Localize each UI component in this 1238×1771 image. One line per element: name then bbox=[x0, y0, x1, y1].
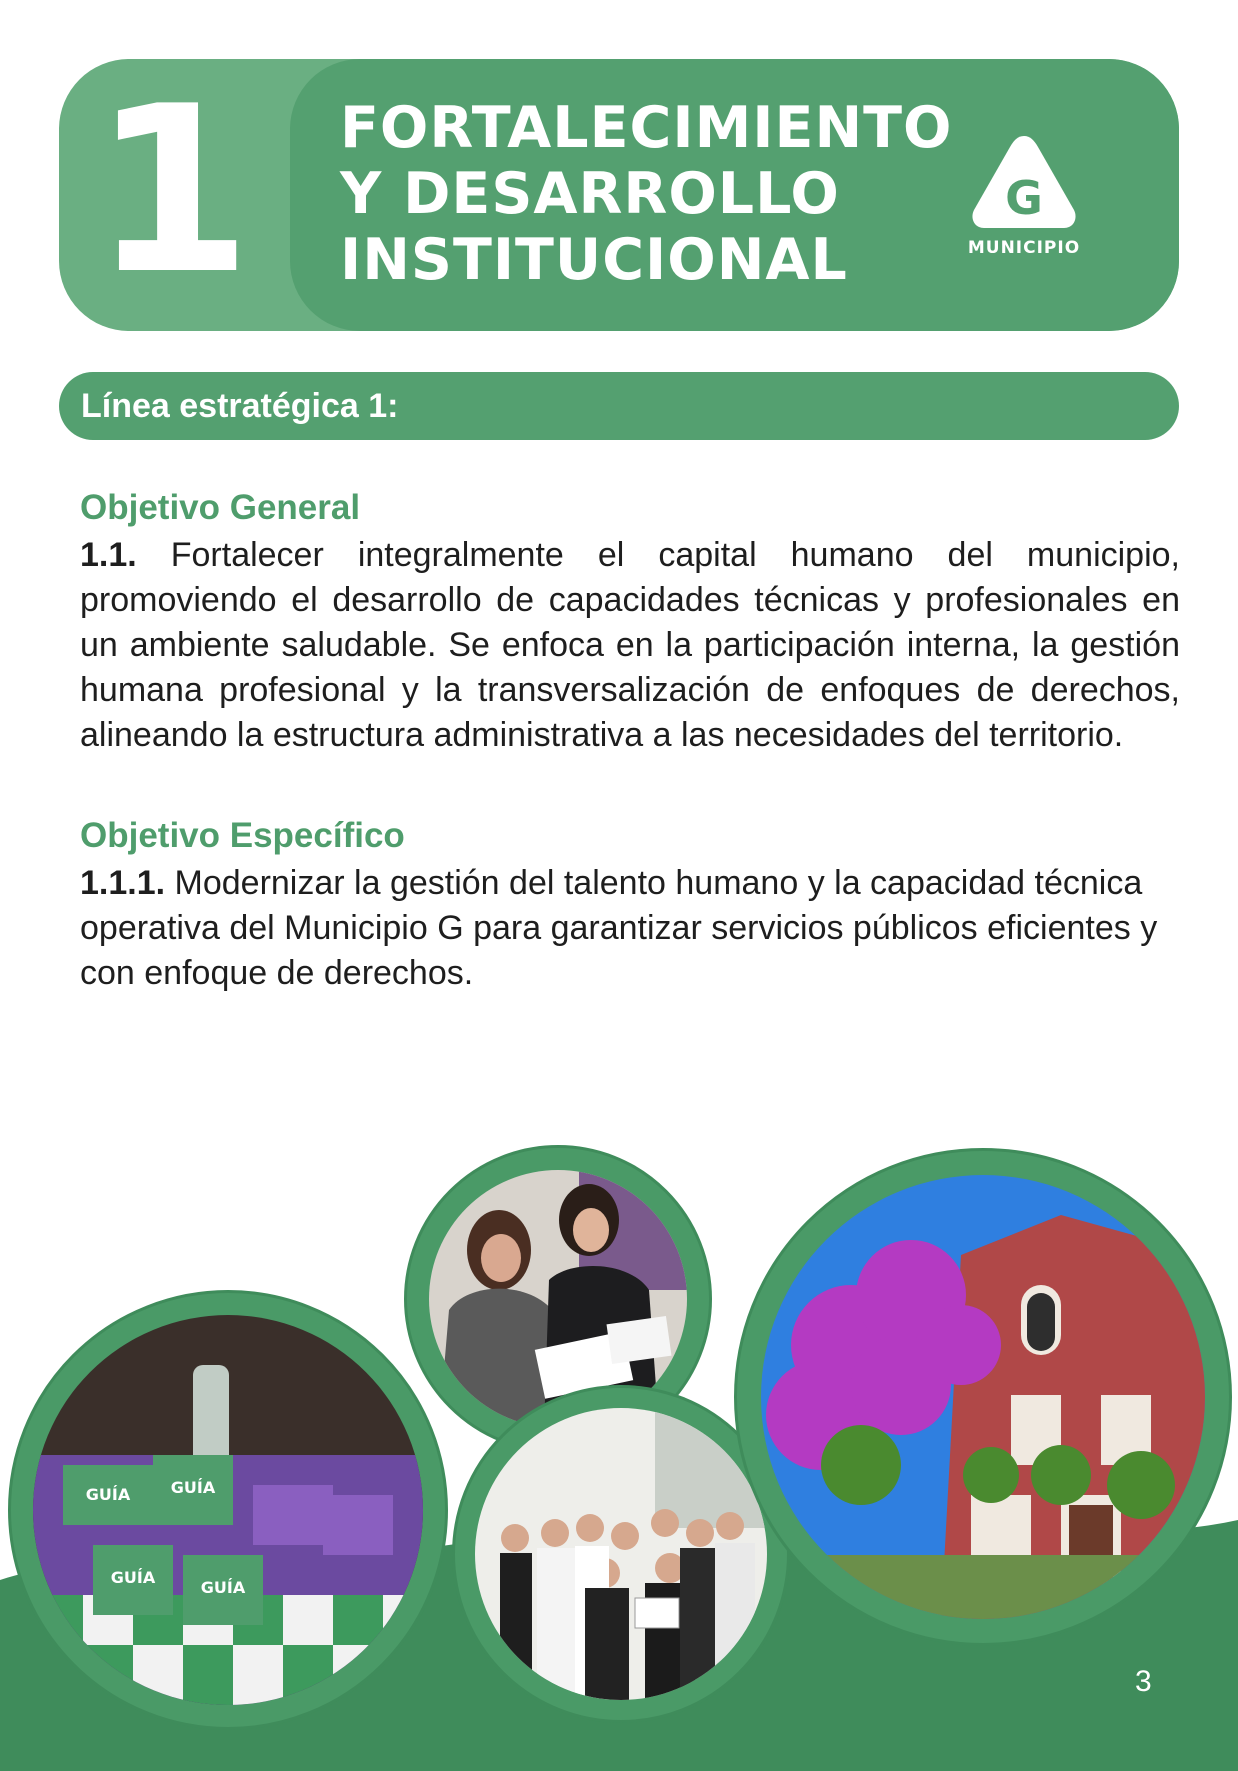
logo-label: MUNICIPIO bbox=[967, 238, 1081, 258]
specific-objective-text bbox=[80, 861, 1160, 996]
section-title-line-3: INSTITUCIONAL bbox=[340, 227, 848, 293]
section-title-line-2: Y DESARROLLO bbox=[340, 161, 840, 227]
strategic-line-label: Línea estratégica 1: bbox=[81, 387, 399, 425]
general-objective-text bbox=[80, 533, 1180, 758]
specific-objective-number: 1.1.1. bbox=[80, 864, 166, 902]
photo-table-booth bbox=[8, 1290, 448, 1730]
section-title bbox=[340, 95, 953, 293]
general-objective-body: Fortalecer integralmente el capital humano del municipio, promoviendo el desarrollo de capacidades técnicas y profesionales en un ambiente saludable. Se enfoca en la participación interna, la gestión humana profesional y la transversalización de enfoques de derechos, alineando la estructura administrativa a las necesidades del territorio. bbox=[80, 536, 1180, 754]
guide-label-2: GUÍA bbox=[170, 1478, 216, 1497]
guide-label-1: GUÍA bbox=[85, 1485, 131, 1504]
photo-municipal-building-image bbox=[761, 1175, 1205, 1619]
logo-letter: G bbox=[1005, 171, 1043, 225]
section-number: 1 bbox=[92, 58, 253, 325]
specific-objective-heading: Objetivo Específico bbox=[80, 816, 405, 855]
specific-objective-body: Modernizar la gestión del talento humano y la capacidad técnica operativa del Municipio G para garantizar servicios públicos eficientes y con enfoque de derechos. bbox=[80, 864, 1158, 992]
section-title-line-1: FORTALECIMIENTO bbox=[340, 95, 953, 161]
photo-table-booth-image bbox=[33, 1315, 423, 1705]
general-objective-heading: Objetivo General bbox=[80, 488, 361, 527]
guide-label-3: GUÍA bbox=[110, 1568, 156, 1587]
guide-label-4: GUÍA bbox=[200, 1578, 246, 1597]
photo-group-image bbox=[475, 1408, 767, 1700]
general-objective-number: 1.1. bbox=[80, 536, 137, 574]
photo-municipal-building bbox=[734, 1148, 1232, 1646]
strategic-line-bar bbox=[59, 372, 1179, 440]
page-number: 3 bbox=[1135, 1665, 1152, 1698]
